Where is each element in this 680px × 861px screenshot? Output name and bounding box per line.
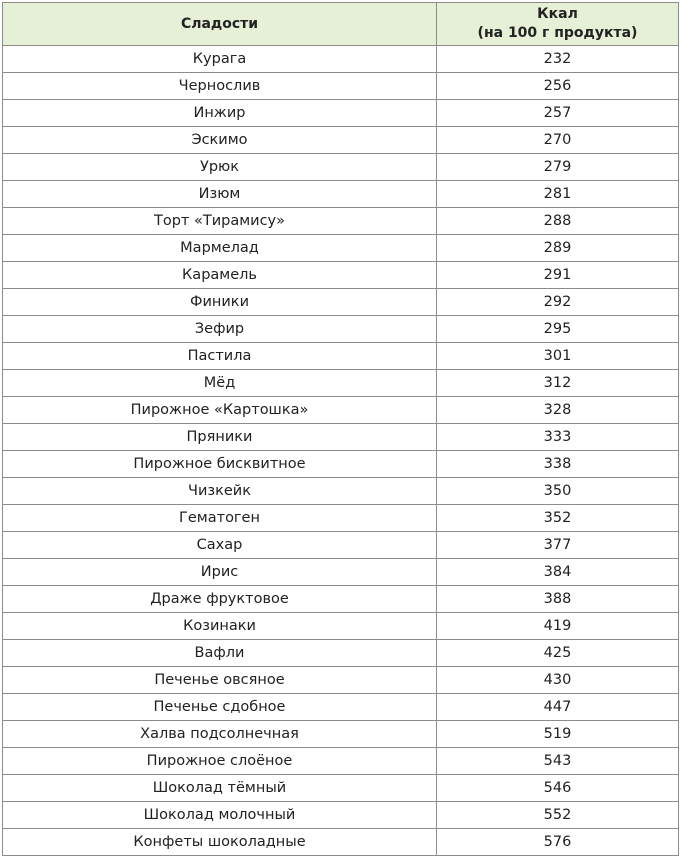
- sweet-name-cell: Халва подсолнечная: [3, 721, 437, 748]
- table-row: [3, 667, 679, 694]
- kcal-value-cell: 350: [437, 478, 679, 505]
- kcal-value-cell: 546: [437, 775, 679, 802]
- sweet-name-cell: Зефир: [3, 316, 437, 343]
- sweet-name-cell: Ирис: [3, 559, 437, 586]
- kcal-value-cell: 256: [437, 73, 679, 100]
- sweet-name-cell: Мармелад: [3, 235, 437, 262]
- table-row: [3, 586, 679, 613]
- table-header-row: [3, 3, 679, 46]
- kcal-value-cell: 301: [437, 343, 679, 370]
- table-row: [3, 235, 679, 262]
- sweet-name-cell: Торт «Тирамису»: [3, 208, 437, 235]
- kcal-value-cell: 352: [437, 505, 679, 532]
- sweet-name-cell: Чернослив: [3, 73, 437, 100]
- table-row: [3, 721, 679, 748]
- kcal-value-cell: 425: [437, 640, 679, 667]
- kcal-value-cell: 377: [437, 532, 679, 559]
- table-row: [3, 316, 679, 343]
- table-row: [3, 505, 679, 532]
- kcal-value-cell: 257: [437, 100, 679, 127]
- sweet-name-cell: Курага: [3, 46, 437, 73]
- table-row: [3, 640, 679, 667]
- kcal-value-cell: 388: [437, 586, 679, 613]
- sweet-name-cell: Пирожное «Картошка»: [3, 397, 437, 424]
- sweet-name-cell: Мёд: [3, 370, 437, 397]
- kcal-value-cell: 289: [437, 235, 679, 262]
- table-row: [3, 451, 679, 478]
- table-body: [3, 46, 679, 856]
- table-row: [3, 478, 679, 505]
- sweet-name-cell: Вафли: [3, 640, 437, 667]
- sweet-name-cell: Шоколад тёмный: [3, 775, 437, 802]
- table-row: [3, 559, 679, 586]
- kcal-value-cell: 295: [437, 316, 679, 343]
- table-row: [3, 370, 679, 397]
- kcal-value-cell: 447: [437, 694, 679, 721]
- table-row: [3, 775, 679, 802]
- table-row: [3, 127, 679, 154]
- sweet-name-cell: Изюм: [3, 181, 437, 208]
- sweet-name-cell: Финики: [3, 289, 437, 316]
- calorie-table: [2, 2, 679, 856]
- table-row: [3, 100, 679, 127]
- table-row: [3, 343, 679, 370]
- header-sweets: Сладости: [3, 3, 437, 46]
- sweet-name-cell: Шоколад молочный: [3, 802, 437, 829]
- sweet-name-cell: Драже фруктовое: [3, 586, 437, 613]
- table-row: [3, 694, 679, 721]
- table-row: [3, 424, 679, 451]
- table-row: [3, 154, 679, 181]
- kcal-value-cell: 279: [437, 154, 679, 181]
- header-kcal-title: Ккал: [537, 6, 578, 22]
- kcal-value-cell: 312: [437, 370, 679, 397]
- kcal-value-cell: 292: [437, 289, 679, 316]
- kcal-value-cell: 328: [437, 397, 679, 424]
- table-row: [3, 748, 679, 775]
- kcal-value-cell: 288: [437, 208, 679, 235]
- table-row: [3, 802, 679, 829]
- kcal-value-cell: 232: [437, 46, 679, 73]
- kcal-value-cell: 281: [437, 181, 679, 208]
- table-row: [3, 613, 679, 640]
- table-row: [3, 73, 679, 100]
- table-row: [3, 532, 679, 559]
- kcal-value-cell: 543: [437, 748, 679, 775]
- sweet-name-cell: Чизкейк: [3, 478, 437, 505]
- sweet-name-cell: Пряники: [3, 424, 437, 451]
- header-kcal-unit: (на 100 г продукта): [477, 25, 638, 41]
- sweet-name-cell: Гематоген: [3, 505, 437, 532]
- sweet-name-cell: Пирожное бисквитное: [3, 451, 437, 478]
- sweet-name-cell: Козинаки: [3, 613, 437, 640]
- kcal-value-cell: 519: [437, 721, 679, 748]
- header-kcal: [437, 3, 679, 46]
- kcal-value-cell: 576: [437, 829, 679, 856]
- kcal-value-cell: 270: [437, 127, 679, 154]
- table-row: [3, 262, 679, 289]
- table-row: [3, 208, 679, 235]
- kcal-value-cell: 419: [437, 613, 679, 640]
- sweet-name-cell: Эскимо: [3, 127, 437, 154]
- table-row: [3, 181, 679, 208]
- sweet-name-cell: Сахар: [3, 532, 437, 559]
- kcal-value-cell: 291: [437, 262, 679, 289]
- sweet-name-cell: Карамель: [3, 262, 437, 289]
- sweet-name-cell: Инжир: [3, 100, 437, 127]
- kcal-value-cell: 384: [437, 559, 679, 586]
- kcal-value-cell: 338: [437, 451, 679, 478]
- table-row: [3, 289, 679, 316]
- kcal-value-cell: 430: [437, 667, 679, 694]
- kcal-value-cell: 552: [437, 802, 679, 829]
- table-row: [3, 397, 679, 424]
- table-row: [3, 46, 679, 73]
- sweet-name-cell: Печенье овсяное: [3, 667, 437, 694]
- sweet-name-cell: Урюк: [3, 154, 437, 181]
- sweet-name-cell: Конфеты шоколадные: [3, 829, 437, 856]
- kcal-value-cell: 333: [437, 424, 679, 451]
- table-row: [3, 829, 679, 856]
- sweet-name-cell: Печенье сдобное: [3, 694, 437, 721]
- sweet-name-cell: Пирожное слоёное: [3, 748, 437, 775]
- sweet-name-cell: Пастила: [3, 343, 437, 370]
